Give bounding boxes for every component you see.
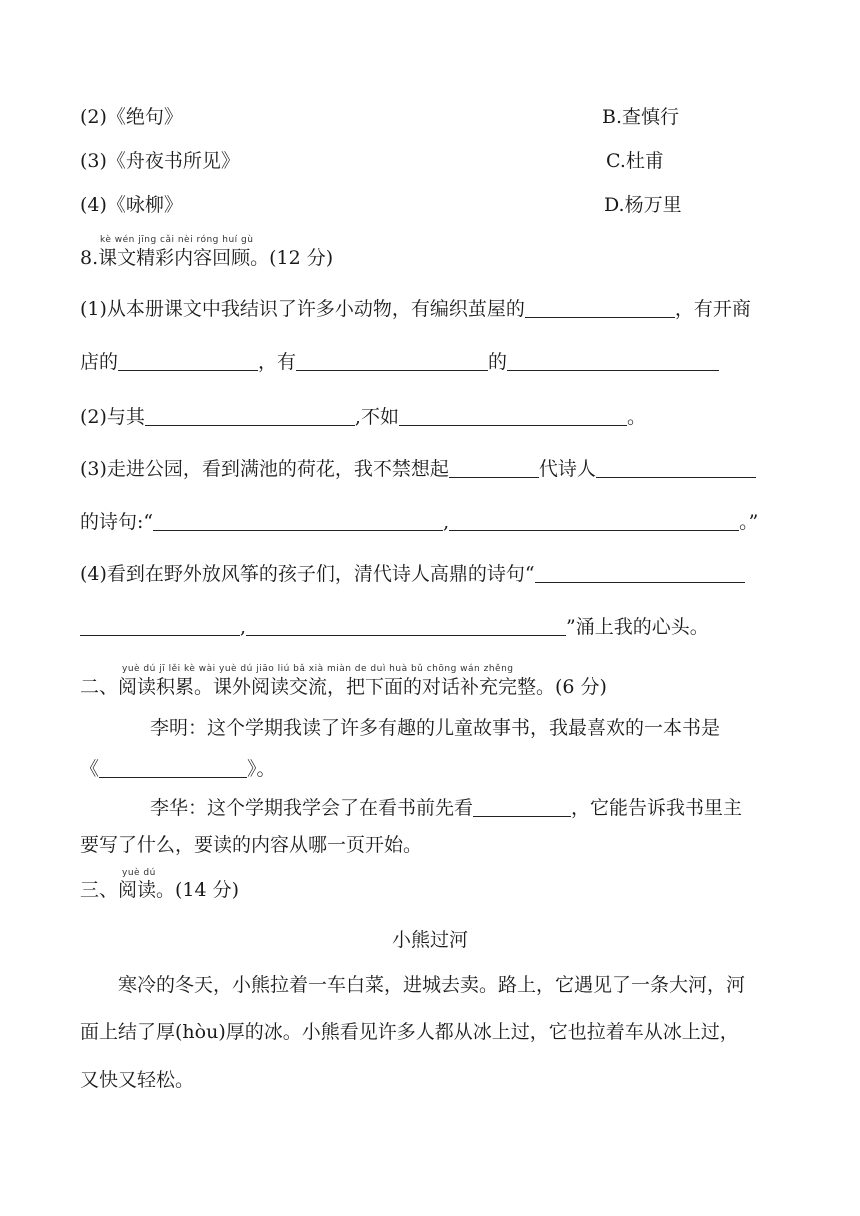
match-right-item: C.杜甫 xyxy=(606,150,664,172)
story-paragraph: 面上结了厚(hòu)厚的冰。小熊看见许多人都从冰上过，它也拉着车从冰上过， xyxy=(80,1021,739,1043)
answer-blank[interactable] xyxy=(153,512,443,531)
answer-blank[interactable] xyxy=(525,299,675,318)
sec2-para-2-cont: 要写了什么，要读的内容从哪一页开始。 xyxy=(80,834,423,856)
q8-line-3: (2)与其 ,不如 。 xyxy=(80,406,646,428)
answer-blank[interactable] xyxy=(145,407,355,426)
q8-title: 8.课文精彩内容回顾。(12 分) xyxy=(80,247,334,269)
answer-blank[interactable] xyxy=(296,352,488,371)
q8-line-2: 店的 ，有 的 xyxy=(80,350,719,374)
answer-blank[interactable] xyxy=(99,759,247,778)
answer-blank[interactable] xyxy=(399,407,627,426)
match-right-item: B.查慎行 xyxy=(602,106,680,128)
answer-blank[interactable] xyxy=(535,564,745,583)
answer-blank[interactable] xyxy=(80,617,240,636)
q8-line-5: 的诗句:“ , 。” xyxy=(80,511,759,533)
match-left-item: (4)《咏柳》 xyxy=(80,194,183,216)
q8-line-7: , ”涌上我的心头。 xyxy=(80,615,709,639)
answer-blank[interactable] xyxy=(596,459,756,478)
match-left-item: (2)《绝句》 xyxy=(80,106,183,128)
sec3-title: 三、阅读。(14 分) xyxy=(80,879,240,901)
sec2-para-2: 李华：这个学期我学会了在看书前先看 ，它能告诉我书里主 xyxy=(150,797,743,819)
q8-line-4: (3)走进公园，看到满池的荷花，我不禁想起 代诗人 xyxy=(80,457,756,481)
answer-blank[interactable] xyxy=(246,617,566,636)
story-paragraph: 又快又轻松。 xyxy=(80,1069,195,1091)
answer-blank[interactable] xyxy=(118,352,258,371)
sec3-pinyin: yuè dú xyxy=(122,868,156,878)
sec2-pinyin: yuè dú jī lěi kè wài yuè dú jiāo liú bǎ xià miàn de duì huà bǔ chōng wán zhěng xyxy=(122,664,514,674)
sec2-title: 二、阅读积累。课外阅读交流，把下面的对话补充完整。(6 分) xyxy=(80,676,607,698)
sec2-para-1-cont: 《 》。 xyxy=(80,758,276,780)
answer-blank[interactable] xyxy=(507,352,719,371)
q8-line-6: (4)看到在野外放风筝的孩子们，清代诗人高鼎的诗句“ xyxy=(80,562,745,586)
q8-line-1: (1)从本册课文中我结识了许多小动物，有编织茧屋的 ，有开商 xyxy=(80,298,751,320)
match-left-item: (3)《舟夜书所见》 xyxy=(80,150,240,172)
story-paragraph: 寒冷的冬天，小熊拉着一车白菜，进城去卖。路上，它遇见了一条大河，河 xyxy=(118,974,746,996)
match-right-item: D.杨万里 xyxy=(604,194,682,216)
answer-blank[interactable] xyxy=(449,459,539,478)
q8-pinyin: kè wén jīng cǎi nèi róng huí gù xyxy=(100,235,254,245)
answer-blank[interactable] xyxy=(449,512,739,531)
story-title: 小熊过河 xyxy=(391,929,468,951)
answer-blank[interactable] xyxy=(473,798,571,817)
sec2-para-1: 李明：这个学期我读了许多有趣的儿童故事书，我最喜欢的一本书是 xyxy=(150,717,721,739)
